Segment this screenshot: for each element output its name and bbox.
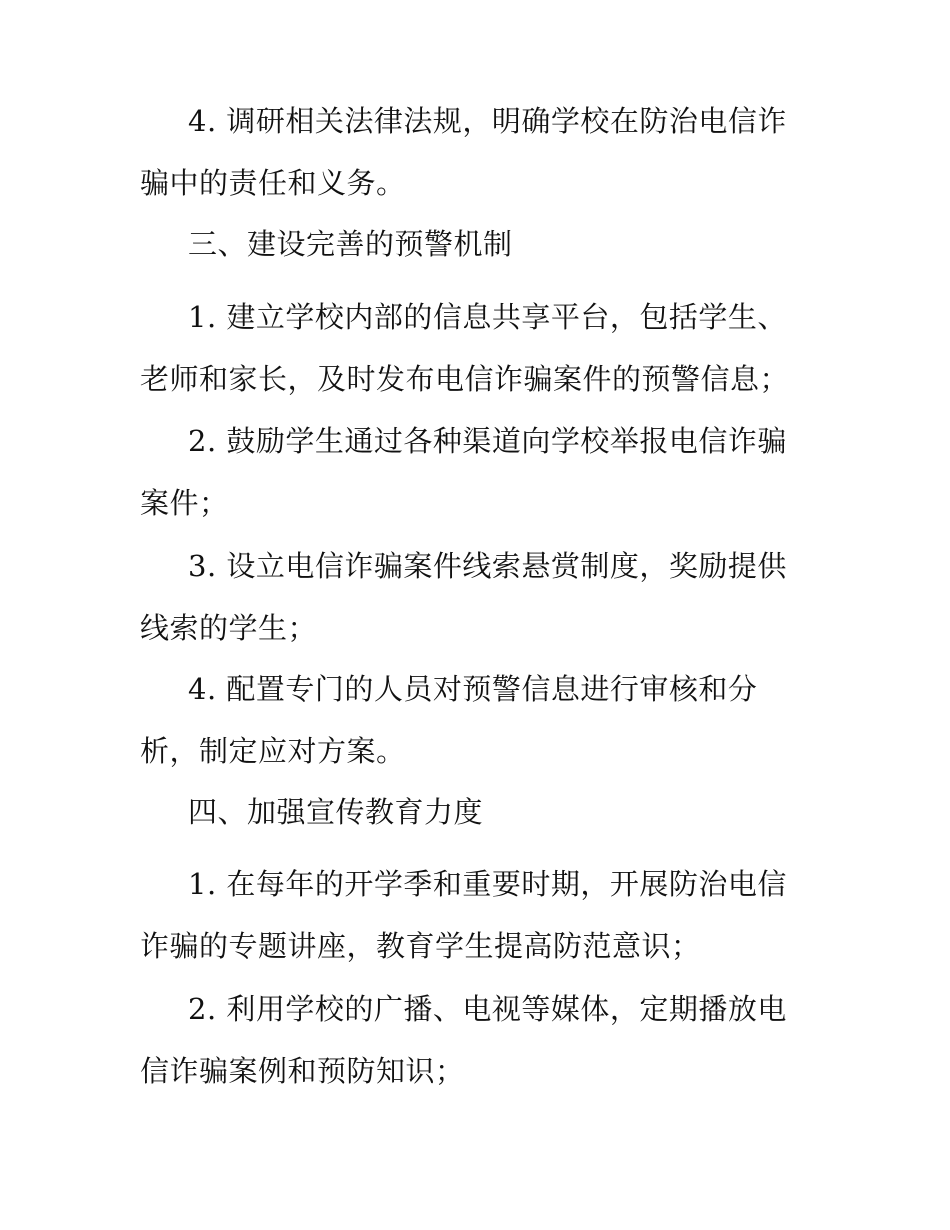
paragraph-item-4-staff-review: 4. 配置专门的人员对预警信息进行审核和分析，制定应对方案。 [140, 672, 758, 768]
paragraph-item-1-info-sharing: 1. 建立学校内部的信息共享平台，包括学生、老师和家长，及时发布电信诈骗案件的预警信息； [140, 300, 790, 396]
paragraph-item-2-media: 2. 利用学校的广播、电视等媒体，定期播放电信诈骗案例和预防知识； [140, 992, 787, 1088]
paragraph-item-4-law-research: 4. 调研相关法律法规，明确学校在防治电信诈骗中的责任和义务。 [140, 104, 787, 200]
paragraph-item-3-reward-system: 3. 设立电信诈骗案件线索悬赏制度，奖励提供线索的学生； [140, 549, 787, 645]
section-heading-publicity-education: 四、加强宣传教育力度 [188, 795, 484, 829]
section-heading-warning-mechanism: 三、建设完善的预警机制 [188, 227, 513, 261]
paragraph-item-1-lectures: 1. 在每年的开学季和重要时期，开展防治电信诈骗的专题讲座，教育学生提高防范意识； [140, 867, 787, 963]
paragraph-item-2-reporting: 2. 鼓励学生通过各种渠道向学校举报电信诈骗案件； [140, 424, 787, 520]
